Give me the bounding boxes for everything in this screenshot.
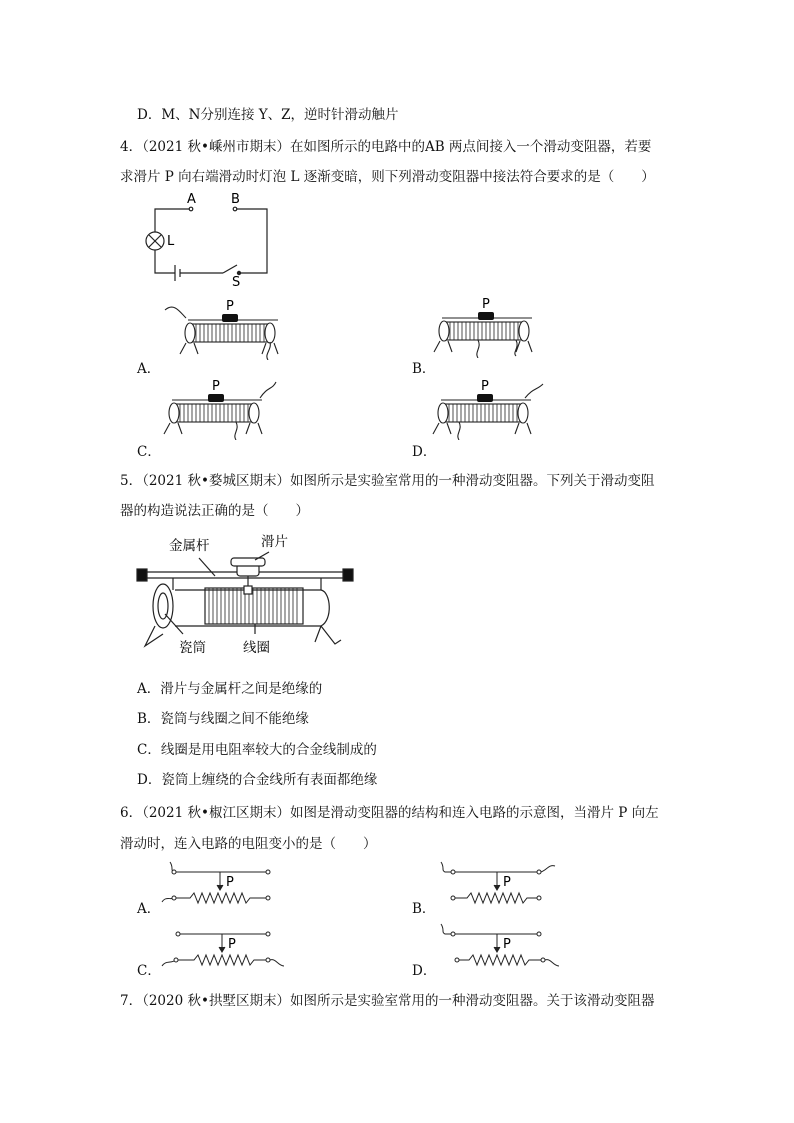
- q6-option-c-label[interactable]: C．: [137, 963, 161, 979]
- slider-p-label: P: [226, 299, 234, 314]
- q4-rheostat-c: [160, 378, 290, 440]
- slider-p-label: P: [212, 379, 220, 394]
- q4-stem-line2: 求滑片 P 向右端滑动时灯泡 L 逐渐变暗，则下列滑动变阻器中接法符合要求的是（ ）: [120, 169, 655, 185]
- q4-option-b-label[interactable]: B．: [412, 361, 436, 377]
- slider-p-label: P: [482, 297, 490, 312]
- q4-rheostat-b: [420, 296, 550, 358]
- circuit-label-a: A: [187, 193, 196, 207]
- slider-p-label: P: [503, 875, 511, 890]
- q6-schematic-a: [160, 860, 290, 910]
- q6-schematic-c: [160, 922, 290, 972]
- label-metal-rod: 金属杆: [169, 538, 210, 554]
- slider-p-label: P: [503, 937, 511, 952]
- circuit-label-b: B: [231, 193, 240, 207]
- q4-option-c-label[interactable]: C．: [137, 444, 161, 460]
- q6-stem-line1: 6．（2021 秋•椒江区期末）如图是滑动变阻器的结构和连入电路的示意图，当滑片 P 向左: [120, 805, 659, 821]
- q6-option-a-label[interactable]: A．: [137, 901, 161, 917]
- slider-p-label: P: [228, 937, 236, 952]
- q6-stem-line2: 滑动时，连入电路的电阻变小的是（ ）: [120, 836, 377, 852]
- label-porcelain-tube: 瓷筒: [179, 640, 206, 656]
- label-slider: 滑片: [261, 534, 288, 550]
- circuit-label-switch: S: [232, 275, 241, 288]
- q5-option-b[interactable]: B．瓷筒与线圈之间不能绝缘: [137, 711, 309, 727]
- q5-stem-line1: 5．（2021 秋•婺城区期末）如图所示是实验室常用的一种滑动变阻器。下列关于滑动变阻: [120, 473, 655, 489]
- slider-p-label: P: [481, 379, 489, 394]
- q6-option-b-label[interactable]: B．: [412, 901, 436, 917]
- q5-stem-line2: 器的构造说法正确的是（ ）: [120, 503, 309, 519]
- q4-circuit-diagram: [135, 193, 275, 288]
- q4-option-a-label[interactable]: A．: [137, 361, 161, 377]
- q5-option-d[interactable]: D．瓷筒上缠绕的合金线所有表面都绝缘: [137, 772, 378, 788]
- label-coil: 线圈: [243, 640, 270, 656]
- q3-option-d: D．M、N分别连接 Y、Z，逆时针滑动触片: [137, 107, 399, 123]
- q5-option-c[interactable]: C．线圈是用电阻率较大的合金线制成的: [137, 742, 377, 758]
- circuit-label-lamp: L: [167, 234, 175, 249]
- q4-rheostat-d: [425, 378, 555, 440]
- q4-stem-line1: 4．（2021 秋•嵊州市期末）在如图所示的电路中的AB 两点间接入一个滑动变阻器，若要: [120, 139, 652, 155]
- q4-rheostat-a: [160, 298, 290, 360]
- q5-rheostat-structure-diagram: [135, 530, 360, 660]
- q6-schematic-b: [435, 860, 565, 910]
- q6-schematic-d: [435, 922, 565, 972]
- q5-option-a[interactable]: A．滑片与金属杆之间是绝缘的: [137, 681, 323, 697]
- q7-stem-line1: 7．（2020 秋•拱墅区期末）如图所示是实验室常用的一种滑动变阻器。关于该滑动变阻器: [120, 993, 655, 1009]
- slider-p-label: P: [226, 875, 234, 890]
- q4-option-d-label[interactable]: D．: [412, 444, 437, 460]
- q6-option-d-label[interactable]: D．: [412, 963, 437, 979]
